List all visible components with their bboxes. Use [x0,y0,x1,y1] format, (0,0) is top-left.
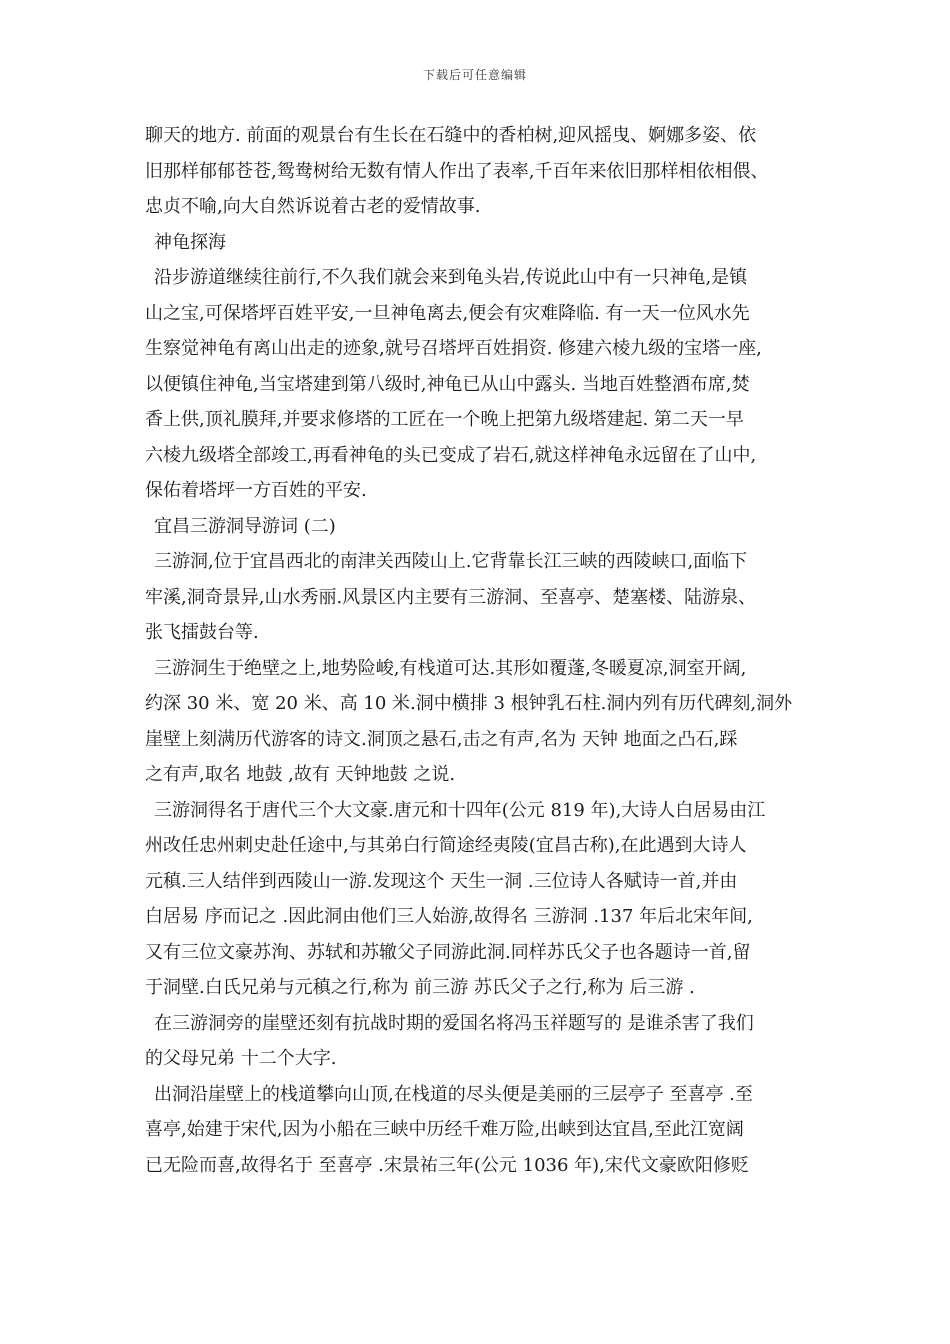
text-line: 三游洞,位于宜昌西北的南津关西陵山上.它背靠长江三峡的西陵峡口,面临下 [154,551,748,572]
text-line: 约深 30 米、宽 20 米、高 10 米.洞中横排 3 根钟乳石柱.洞内列有历代碑刻,洞外 [145,693,793,714]
text-line: 旧那样郁郁苍苍,鸳鸯树给无数有情人作出了表率,千百年来依旧那样相依相偎、 [145,160,769,182]
text-line: 神龟探海 [154,231,226,253]
text-line: 以便镇住神龟,当宝塔建到第八级时,神龟已从山中露头. 当地百姓整酒布席,焚 [145,373,750,395]
text-line: 六棱九级塔全部竣工,再看神龟的头已变成了岩石,就这样神龟永远留在了山中, [145,444,757,466]
text-line: 三游洞生于绝壁之上,地势险峻,有栈道可达.其形如覆蓬,冬暖夏凉,洞室开阔, [154,657,747,679]
text-line: 聊天的地方. 前面的观景台有生长在石缝中的香柏树,迎风摇曳、婀娜多姿、依 [145,125,757,146]
page-header: 下载后可任意编辑 [422,68,527,82]
text-line: 崖壁上刻满历代游客的诗文.洞顶之悬石,击之有声,名为 天钟 地面之凸石,踩 [145,728,738,750]
text-line: 宜昌三游洞导游词 (二) [154,515,336,537]
text-line: 香上供,顶礼膜拜,并要求修塔的工匠在一个晚上把第九级塔建起. 第二天一早 [145,409,744,430]
document-body [145,118,825,1183]
text-line: 牢溪,洞奇景异,山水秀丽.风景区内主要有三游洞、至喜亭、楚塞楼、陆游泉、 [145,586,757,608]
text-line: 保佑着塔坪一方百姓的平安. [145,480,367,501]
text-line: 沿步游道继续往前行,不久我们就会来到龟头岩,传说此山中有一只神龟,是镇 [154,267,748,288]
text-line: 元稹.三人结伴到西陵山一游.发现这个 天生一洞 .三位诗人各赋诗一首,并由 [145,870,738,892]
text-line: 在三游洞旁的崖壁还刻有抗战时期的爱国名将冯玉祥题写的 是谁杀害了我们 [154,1012,754,1034]
text-line: 州改任忠州刺史赴任途中,与其弟白行简途经夷陵(宜昌古称),在此遇到大诗人 [145,835,747,856]
text-line: 出洞沿崖壁上的栈道攀向山顶,在栈道的尽头便是美丽的三层亭子 至喜亭 .至 [154,1083,753,1105]
text-line: 忠贞不喻,向大自然诉说着古老的爱情故事. [145,196,481,217]
text-line: 已无险而喜,故得名于 至喜亭 .宋景祐三年(公元 1036 年),宋代文豪欧阳修贬 [145,1154,749,1176]
text-line: 喜亭,始建于宋代,因为小船在三峡中历经千难万险,出峡到达宜昌,至此江宽阔 [145,1119,744,1140]
text-line: 的父母兄弟 十二个大字. [145,1048,337,1069]
text-line: 山之宝,可保塔坪百姓平安,一旦神龟离去,便会有灾难降临. 有一天一位风水先 [145,302,750,324]
text-line: 于洞壁.白氏兄弟与元稹之行,称为 前三游 苏氏父子之行,称为 后三游 . [145,977,695,998]
text-line: 之有声,取名 地鼓 ,故有 天钟地鼓 之说. [145,764,456,785]
text-line: 生察觉神龟有离山出走的迹象,就号召塔坪百姓捐资. 修建六棱九级的宝塔一座, [145,338,762,359]
text-line: 张飞擂鼓台等. [145,622,259,643]
text-line: 又有三位文豪苏洵、苏轼和苏辙父子同游此洞.同样苏氏父子也各题诗一首,留 [145,941,751,963]
text-line: 白居易 序而记之 .因此洞由他们三人始游,故得名 三游洞 .137 年后北宋年间, [145,906,753,927]
text-line: 三游洞得名于唐代三个大文豪.唐元和十四年(公元 819 年),大诗人白居易由江 [154,799,766,821]
